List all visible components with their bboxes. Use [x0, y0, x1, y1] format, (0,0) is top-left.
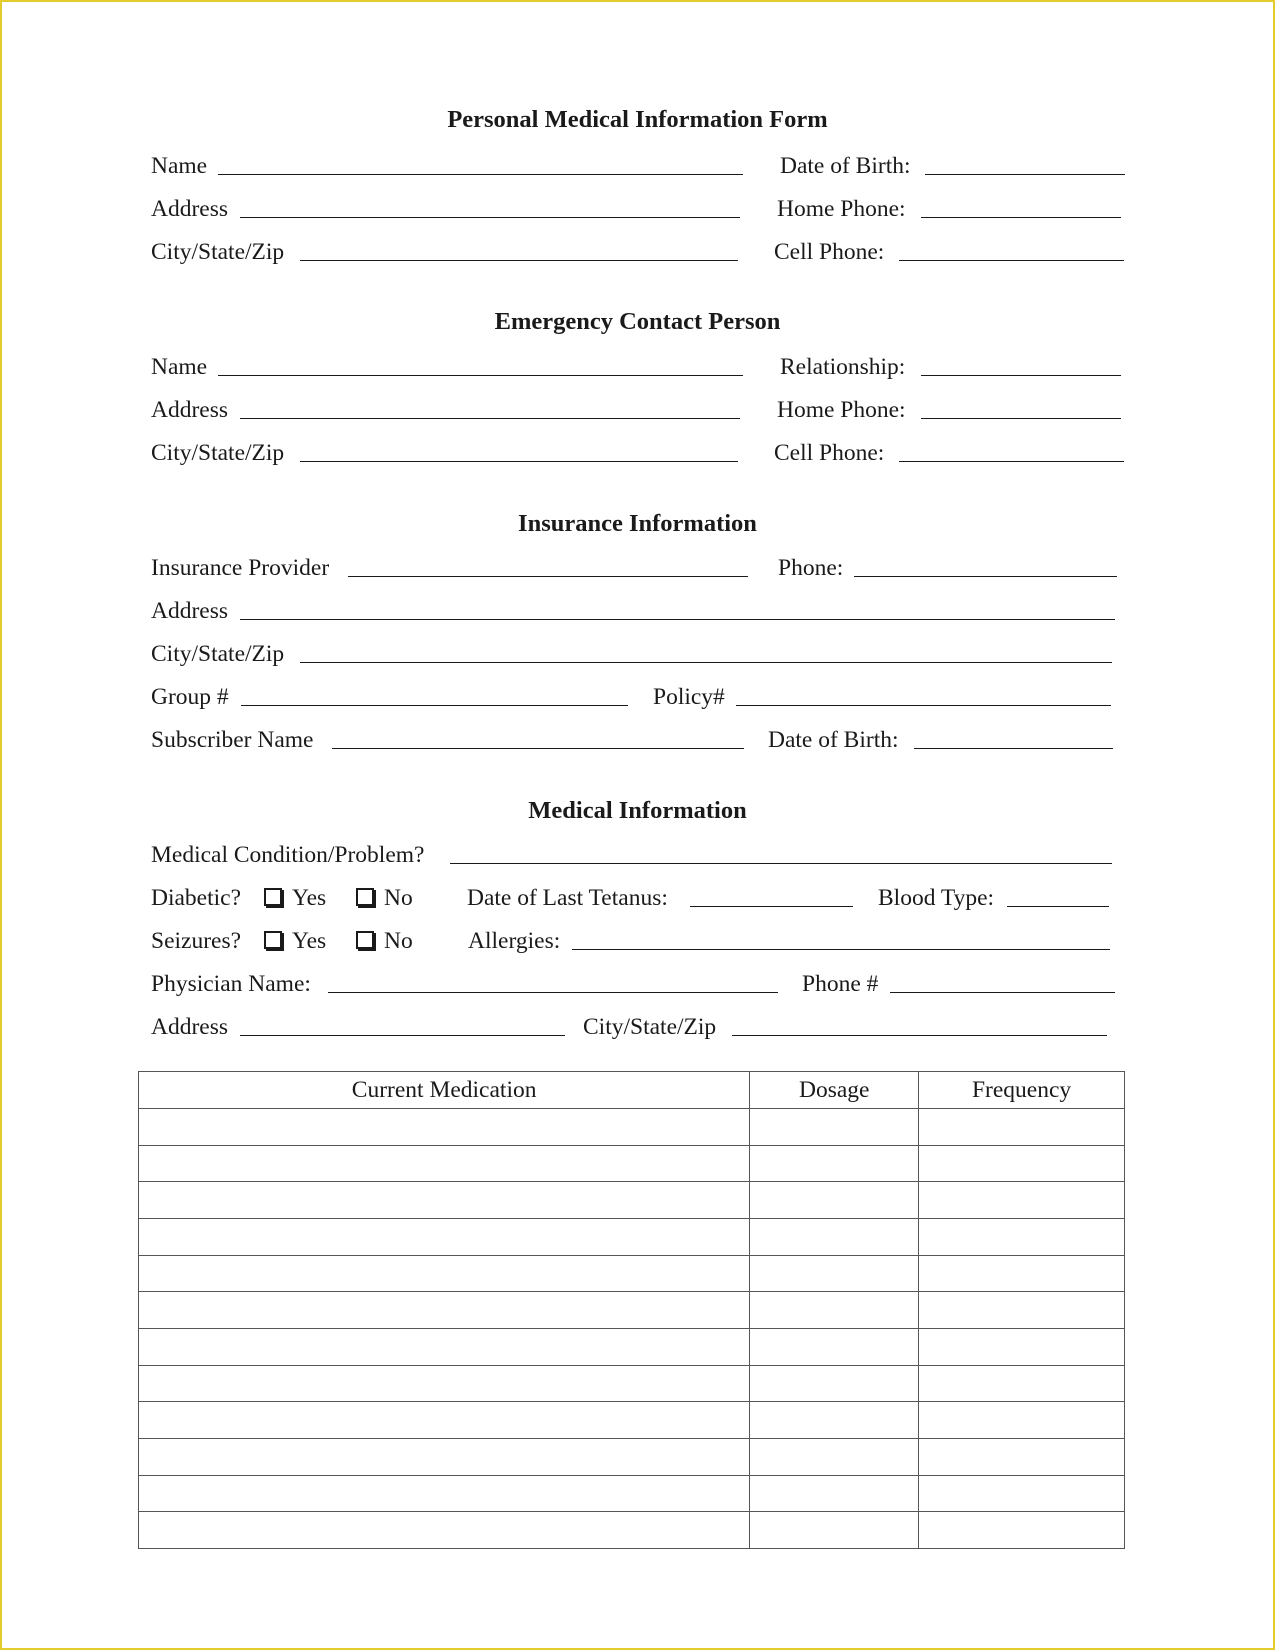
tetanus-label: Date of Last Tetanus:	[467, 885, 668, 911]
emergency-title: Emergency Contact Person	[494, 308, 781, 335]
cell-phone-field[interactable]	[899, 260, 1124, 261]
medication-cell[interactable]	[139, 1512, 750, 1549]
frequency-cell[interactable]	[919, 1182, 1125, 1219]
insurance-address-label: Address	[151, 598, 229, 624]
home-phone-label: Home Phone:	[777, 196, 906, 222]
address-field[interactable]	[240, 217, 740, 218]
insurance-city-state-zip-label: City/State/Zip	[151, 641, 285, 667]
blood-type-field[interactable]	[1007, 906, 1109, 907]
yes-label: Yes	[292, 928, 327, 954]
medication-cell[interactable]	[139, 1218, 750, 1255]
table-row	[139, 1402, 1125, 1439]
diabetic-label: Diabetic?	[151, 885, 242, 911]
checkbox-icon[interactable]	[264, 931, 282, 949]
policy-field[interactable]	[736, 705, 1111, 706]
name-label: Name	[151, 153, 208, 179]
emergency-name-field[interactable]	[218, 375, 743, 376]
condition-label: Medical Condition/Problem?	[151, 842, 425, 868]
physician-phone-label: Phone #	[802, 971, 879, 997]
diabetic-no-option[interactable]	[354, 884, 413, 912]
city-state-zip-label: City/State/Zip	[151, 239, 285, 265]
name-field[interactable]	[218, 174, 743, 175]
blood-type-label: Blood Type:	[878, 885, 995, 911]
dosage-cell[interactable]	[750, 1109, 919, 1146]
frequency-cell[interactable]	[919, 1255, 1125, 1292]
medication-cell[interactable]	[139, 1438, 750, 1475]
dob-field[interactable]	[925, 174, 1125, 175]
diabetic-yes-option[interactable]	[262, 884, 326, 912]
dosage-cell[interactable]	[750, 1328, 919, 1365]
policy-label: Policy#	[653, 684, 725, 710]
physician-name-field[interactable]	[328, 992, 778, 993]
seizures-label: Seizures?	[151, 928, 242, 954]
yes-label: Yes	[292, 885, 327, 911]
relationship-label: Relationship:	[780, 354, 906, 380]
seizures-yes-option[interactable]	[262, 927, 326, 955]
table-row	[139, 1475, 1125, 1512]
emergency-cell-phone-label: Cell Phone:	[774, 440, 885, 466]
emergency-city-state-zip-label: City/State/Zip	[151, 440, 285, 466]
frequency-cell[interactable]	[919, 1438, 1125, 1475]
physician-address-field[interactable]	[240, 1035, 565, 1036]
medication-cell[interactable]	[139, 1255, 750, 1292]
dosage-cell[interactable]	[750, 1218, 919, 1255]
physician-city-state-zip-label: City/State/Zip	[583, 1014, 717, 1040]
subscriber-dob-field[interactable]	[914, 748, 1113, 749]
physician-address-label: Address	[151, 1014, 229, 1040]
dosage-cell[interactable]	[750, 1365, 919, 1402]
table-row	[139, 1328, 1125, 1365]
frequency-cell[interactable]	[919, 1145, 1125, 1182]
home-phone-field[interactable]	[921, 217, 1121, 218]
physician-phone-field[interactable]	[890, 992, 1115, 993]
checkbox-icon[interactable]	[356, 931, 374, 949]
dosage-cell[interactable]	[750, 1182, 919, 1219]
insurance-phone-label: Phone:	[778, 555, 844, 581]
dob-label: Date of Birth:	[780, 153, 911, 179]
table-row	[139, 1145, 1125, 1182]
frequency-cell[interactable]	[919, 1365, 1125, 1402]
dosage-cell[interactable]	[750, 1512, 919, 1549]
frequency-cell[interactable]	[919, 1328, 1125, 1365]
condition-field[interactable]	[450, 863, 1112, 864]
dosage-cell[interactable]	[750, 1145, 919, 1182]
tetanus-field[interactable]	[690, 906, 853, 907]
city-state-zip-field[interactable]	[300, 260, 738, 261]
medication-cell[interactable]	[139, 1145, 750, 1182]
table-row	[139, 1365, 1125, 1402]
table-row	[139, 1255, 1125, 1292]
no-label: No	[384, 928, 413, 954]
medication-cell[interactable]	[139, 1182, 750, 1219]
no-label: No	[384, 885, 413, 911]
dosage-cell[interactable]	[750, 1255, 919, 1292]
insurance-address-field[interactable]	[240, 619, 1115, 620]
medication-cell[interactable]	[139, 1475, 750, 1512]
emergency-address-field[interactable]	[240, 418, 740, 419]
frequency-cell[interactable]	[919, 1109, 1125, 1146]
insurance-provider-label: Insurance Provider	[151, 555, 330, 581]
medication-cell[interactable]	[139, 1365, 750, 1402]
address-label: Address	[151, 196, 229, 222]
cell-phone-label: Cell Phone:	[774, 239, 885, 265]
emergency-city-state-zip-field[interactable]	[300, 461, 738, 462]
frequency-cell[interactable]	[919, 1512, 1125, 1549]
dosage-cell[interactable]	[750, 1292, 919, 1329]
frequency-cell[interactable]	[919, 1292, 1125, 1329]
table-row	[139, 1109, 1125, 1146]
frequency-header: Frequency	[919, 1072, 1125, 1109]
frequency-cell[interactable]	[919, 1475, 1125, 1512]
table-row	[139, 1438, 1125, 1475]
allergies-field[interactable]	[572, 949, 1110, 950]
emergency-home-phone-field[interactable]	[921, 418, 1121, 419]
table-row	[139, 1182, 1125, 1219]
form-title: Personal Medical Information Form	[447, 106, 828, 133]
medication-cell[interactable]	[139, 1402, 750, 1439]
emergency-home-phone-label: Home Phone:	[777, 397, 906, 423]
physician-city-state-zip-field[interactable]	[732, 1035, 1107, 1036]
relationship-field[interactable]	[921, 375, 1121, 376]
dosage-cell[interactable]	[750, 1475, 919, 1512]
insurance-provider-field[interactable]	[348, 576, 748, 577]
group-field[interactable]	[241, 705, 628, 706]
checkbox-icon[interactable]	[356, 888, 374, 906]
insurance-phone-field[interactable]	[854, 576, 1117, 577]
table-row	[139, 1512, 1125, 1549]
dosage-header: Dosage	[750, 1072, 919, 1109]
emergency-name-label: Name	[151, 354, 208, 380]
table-row	[139, 1292, 1125, 1329]
checkbox-icon[interactable]	[264, 888, 282, 906]
medical-title: Medical Information	[528, 797, 747, 824]
insurance-city-state-zip-field[interactable]	[300, 662, 1112, 663]
medication-cell[interactable]	[139, 1328, 750, 1365]
insurance-title: Insurance Information	[518, 510, 757, 537]
allergies-label: Allergies:	[468, 928, 561, 954]
table-row	[139, 1218, 1125, 1255]
emergency-address-label: Address	[151, 397, 229, 423]
medication-cell[interactable]	[139, 1292, 750, 1329]
current-medication-header: Current Medication	[139, 1072, 750, 1109]
medication-cell[interactable]	[139, 1109, 750, 1146]
physician-name-label: Physician Name:	[151, 971, 311, 997]
dosage-cell[interactable]	[750, 1402, 919, 1439]
table-header-row	[139, 1072, 1125, 1109]
dosage-cell[interactable]	[750, 1438, 919, 1475]
medication-table	[138, 1071, 1125, 1549]
subscriber-name-label: Subscriber Name	[151, 727, 314, 753]
subscriber-name-field[interactable]	[332, 748, 744, 749]
frequency-cell[interactable]	[919, 1218, 1125, 1255]
subscriber-dob-label: Date of Birth:	[768, 727, 899, 753]
group-label: Group #	[151, 684, 229, 710]
seizures-no-option[interactable]	[354, 927, 413, 955]
emergency-cell-phone-field[interactable]	[899, 461, 1124, 462]
medication-table-body	[139, 1109, 1125, 1549]
frequency-cell[interactable]	[919, 1402, 1125, 1439]
